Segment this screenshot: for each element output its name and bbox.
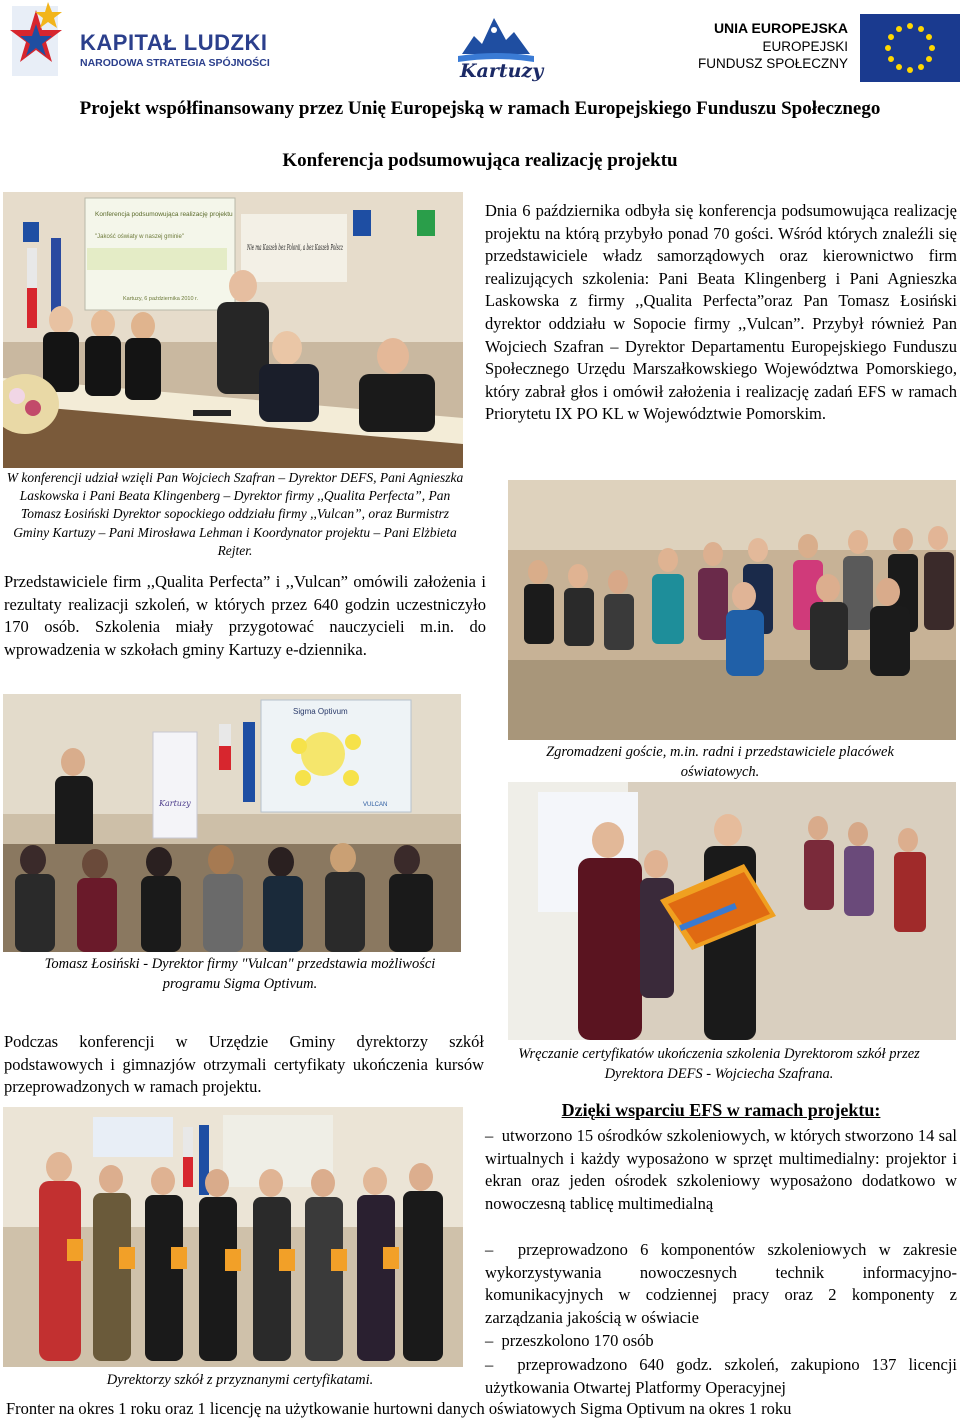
efs-item-2 — [485, 1239, 957, 1329]
efs-item-3-text: przeszkolono 170 osób — [501, 1331, 654, 1350]
caption-photo-2: Zgromadzeni goście, m.in. radni i przedstawiciele placówek oświatowych. — [546, 744, 894, 780]
intro-paragraph: Dnia 6 października odbyła się konferencja podsumowująca realizację projektu na którą przybyło ponad 70 gości. Wśród których znaleźli się przedstawiciele władz samorządowych oraz kierownictwo firm realizujących szkolenia: Pani Beata Klingenberg i Pani Agnieszka Laskowska z firmy ,,Qualita Perfecta”oraz Pan Tomasz Łosiński dyrektor oddziału w Sopocie firmy ,,Vulcan”. Przybył również Pan Wojciech Szafran – Dyrektor Departamentu Europejskiego Funduszu Społecznego Urzędu Marszałkowskiego Województwa Pomorskiego, który zabrał głos i omówił założenia i realizację zadań EFS w ramach Priorytetu IX PO KL w Województwie Pomorskim. — [485, 201, 957, 424]
banner-text: Nie ma Kaszeb bez Polonii, a bez Kaszeb Polscz — [246, 243, 344, 252]
kapital-ludzki-logo — [0, 0, 290, 88]
photo-conference-panel — [3, 192, 463, 468]
photo-certificate-handover — [508, 782, 956, 1040]
rollup-kartuzy-text: Kartuzy — [159, 799, 191, 808]
efs-item-2-text: przeprowadzono 6 komponentów szkoleniowych w zakresie wykorzystywania nowoczesnych technik informacyjno-komunikacyjnych w codziennej pracy oraz 2 komponenty z zarządzania jakością w oświacie — [485, 1240, 958, 1327]
photo-sigma-optivum-presentation — [3, 694, 461, 952]
eu-logo — [697, 14, 960, 84]
certificates-paragraph: Podczas konferencji w Urzędzie Gminy dyrektorzy szkół podstawowych i gimnazjów otrzymali certyfikaty ukończenia kursów przeprowadzonych w ramach projektu. — [4, 1032, 484, 1097]
slide-date-text: Kartuzy, 6 października 2010 r. — [123, 296, 199, 302]
eu-logo-line3: FUNDUSZ SPOŁECZNY — [697, 56, 848, 71]
efs-item-1 — [485, 1125, 957, 1215]
efs-item-3 — [485, 1330, 957, 1353]
caption-photo-4: Wręczanie certyfikatów ukończenia szkolenia Dyrektorom szkół przez Dyrektora DEFS - Wojciecha Szafrana. — [518, 1046, 920, 1082]
efs-heading: Dzięki wsparciu EFS w ramach projektu: — [561, 1100, 881, 1120]
kapital-ludzki-star-icon — [2, 0, 72, 86]
caption-photo-3: Tomasz Łosiński - Dyrektor firmy "Vulcan" przedstawia możliwości programu Sigma Optivum. — [44, 956, 436, 992]
eu-logo-line1: UNIA EUROPEJSKA — [713, 20, 848, 36]
efs-item-1-text: utworzono 15 ośrodków szkoleniowych, w których stworzono 14 sal wirtualnych i każdy wyposażono w sprzęt multimedialny: projektor i ekran oraz jeden ośrodek szkoleniowy wyposażono dodatkowo w nowoczesną tablicę multimedialną — [485, 1126, 958, 1213]
page-title: Konferencja podsumowująca realizację projektu — [282, 150, 678, 171]
project-cofinancing-line: Projekt współfinansowany przez Unię Europejską w ramach Europejskiego Funduszu Społecznego — [79, 98, 881, 119]
kapital-ludzki-subtitle: NARODOWA STRATEGIA SPÓJNOŚCI — [80, 57, 270, 69]
kapital-ludzki-title: KAPITAŁ LUDZKI — [80, 30, 268, 55]
caption-photo-1: W konferencji udział wzięli Pan Wojciech Szafran – Dyrektor DEFS, Pani Agnieszka Laskowska i Pani Beata Klingenberg – Dyrektor firmy ,,Qualita Perfecta”, Pan Tomasz Łosiński Dyrektor sopockiego oddziału firmy ,,Vulcan”, oraz Burmistrz Gminy Kartuzy – Pani Mirosława Lehman i Koordynator projektu – Pani Elżbieta Rejter. — [6, 470, 464, 558]
photo-audience — [508, 480, 956, 740]
firms-paragraph: Przedstawiciele firm ,,Qualita Perfecta” i ,,Vulcan” omówili założenia i rezultaty realizacji szkoleń, w których przez 640 godzin uczestniczyło 170 osób. Szkolenia miały przygotować nauczycieli m.in. do wprowadzenia w szkołach gminy Kartuzy e-dziennika. — [4, 572, 486, 659]
kartuzy-logo — [454, 10, 544, 86]
slide-vulcan-brand-text: VULCAN — [363, 802, 388, 808]
bullet-dash: – — [485, 1355, 518, 1374]
bullet-dash: – — [485, 1331, 502, 1350]
caption-photo-5: Dyrektorzy szkół z przyznanymi certyfikatami. — [106, 1372, 374, 1388]
eu-logo-line2: EUROPEJSKI — [762, 39, 848, 54]
bullet-dash: – — [485, 1126, 502, 1145]
eu-flag-icon — [860, 14, 960, 82]
efs-tail-line: Fronter na okres 1 roku oraz 1 licencję na użytkowanie hurtowni danych oświatowych Sigma Optivum na okres 1 roku — [6, 1399, 792, 1418]
slide-sigma-title-text: Sigma Optivum — [293, 707, 348, 716]
slide-subtitle-text: "Jakość oświaty w naszej gminie" — [95, 234, 184, 240]
slide-title-text: Konferencja podsumowująca realizację projektu — [95, 211, 233, 218]
efs-item-4-text: przeprowadzono 640 godz. szkoleń, zakupiono 137 licencji użytkowania Otwartej Platformy Operacyjnej — [485, 1355, 958, 1397]
bullet-dash: – — [485, 1240, 518, 1259]
photo-directors-with-certificates — [3, 1107, 463, 1367]
efs-item-4 — [485, 1354, 957, 1399]
kartuzy-logo-name: Kartuzy — [460, 60, 544, 82]
